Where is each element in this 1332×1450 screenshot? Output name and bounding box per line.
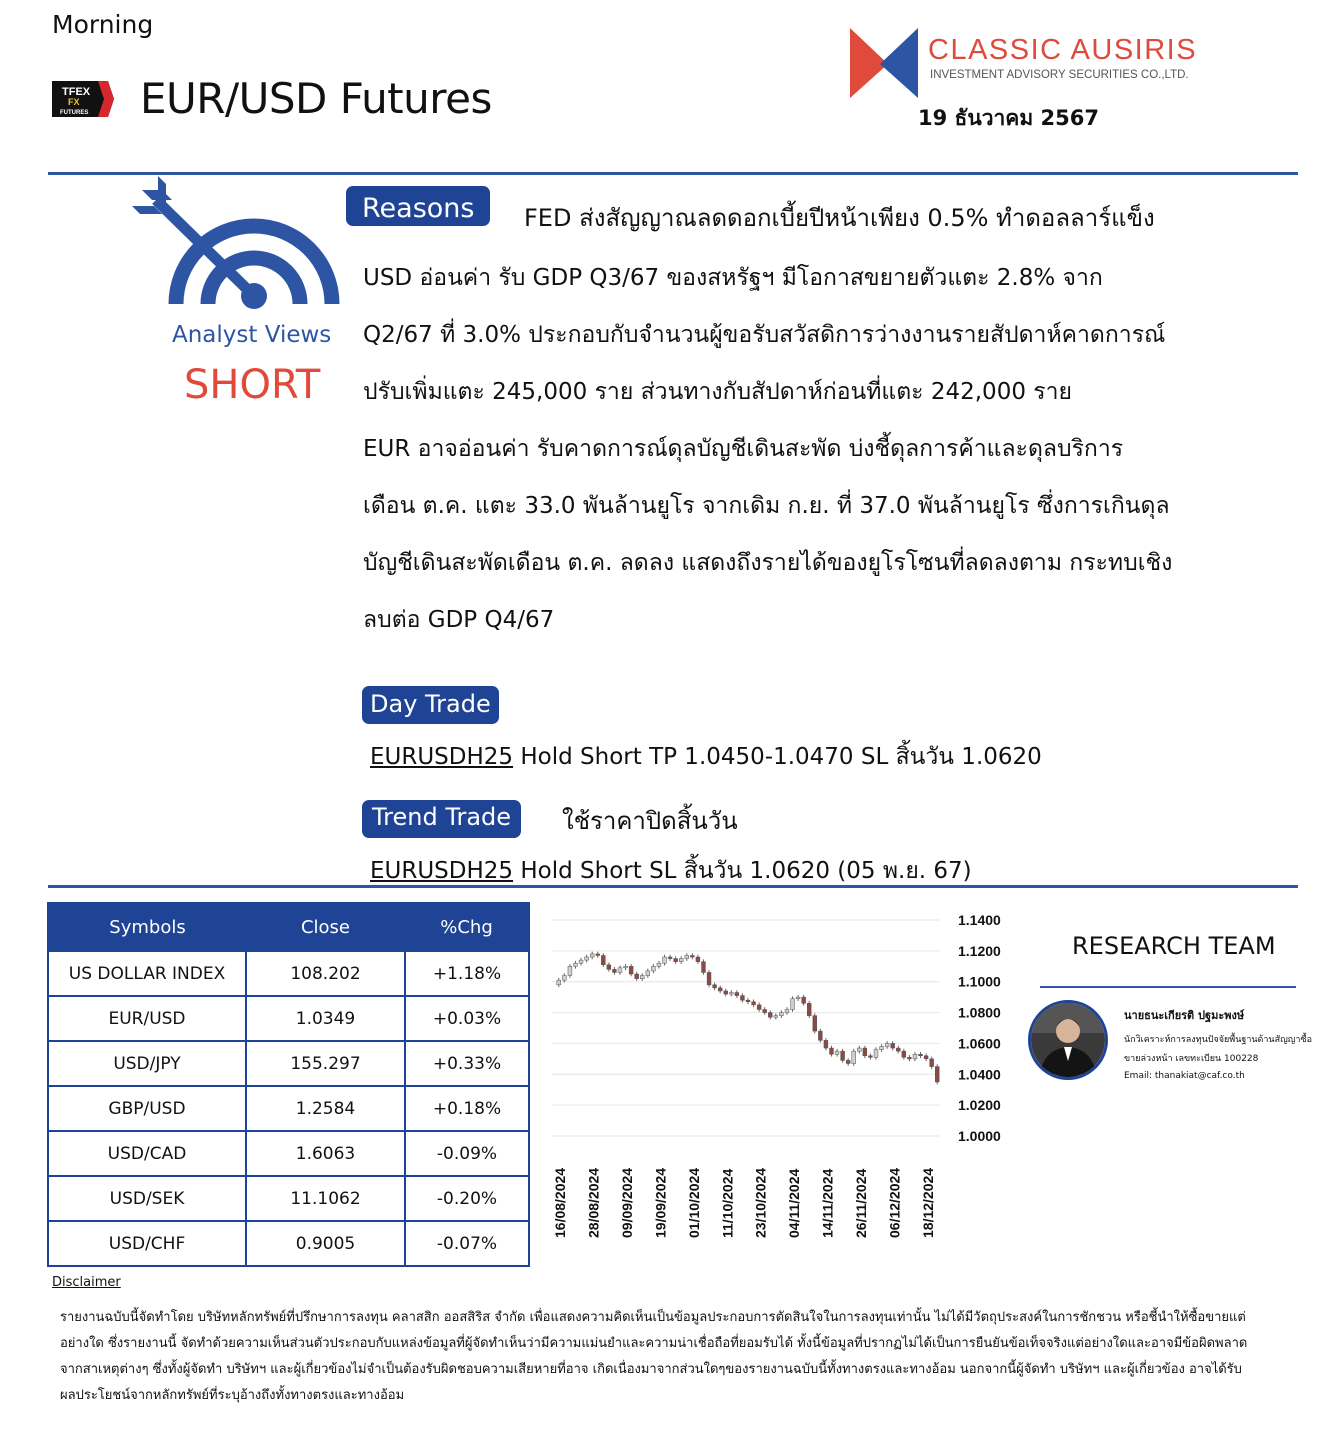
y-tick-label: 1.0400 xyxy=(958,1066,1001,1083)
x-tick-label: 19/09/2024 xyxy=(652,1167,669,1238)
table-row xyxy=(48,996,529,1041)
candle xyxy=(824,1040,828,1048)
candle xyxy=(685,955,689,958)
candle xyxy=(935,1067,939,1082)
reasons-line: เดือน ต.ค. แตะ 33.0 พันล้านยูโร จากเดิม ก.ย. ที่ 37.0 พันล้านยูโร ซึ่งการเกินดุล xyxy=(363,493,1170,519)
candle xyxy=(896,1048,900,1051)
symbol-cell: USD/SEK xyxy=(48,1176,246,1221)
symbol-cell: USD/CAD xyxy=(48,1131,246,1176)
x-tick-label: 11/10/2024 xyxy=(719,1168,736,1238)
disclaimer-body xyxy=(60,1305,1275,1409)
candle xyxy=(830,1048,834,1054)
change-cell: +0.18% xyxy=(405,1086,529,1131)
svg-text:TFEX: TFEX xyxy=(62,86,91,98)
candle xyxy=(574,963,578,966)
candle xyxy=(891,1043,895,1048)
x-tick-label: 26/11/2024 xyxy=(853,1168,870,1238)
candle xyxy=(579,960,583,963)
y-tick-label: 1.0600 xyxy=(958,1035,1001,1052)
reasons-badge: Reasons xyxy=(346,186,490,226)
close-cell: 1.2584 xyxy=(246,1086,405,1131)
section-divider xyxy=(48,172,1298,175)
reasons-body xyxy=(363,250,1293,649)
close-cell: 11.1062 xyxy=(246,1176,405,1221)
report-date: 19 ธันวาคม 2567 xyxy=(918,106,1099,130)
candle xyxy=(629,966,633,974)
candle xyxy=(735,993,739,996)
trend-trade-recommendation xyxy=(370,853,972,889)
candle xyxy=(913,1054,917,1059)
candle xyxy=(740,996,744,1001)
x-tick-label: 04/11/2024 xyxy=(786,1168,803,1238)
target-arrow-icon xyxy=(128,176,340,318)
candle xyxy=(863,1048,867,1056)
x-tick-label: 14/11/2024 xyxy=(819,1168,836,1238)
candle xyxy=(791,999,795,1010)
y-tick-label: 1.1200 xyxy=(958,942,1001,959)
candle xyxy=(607,965,611,970)
symbol-cell: USD/CHF xyxy=(48,1221,246,1266)
candle xyxy=(885,1043,889,1046)
reasons-headline: FED ส่งสัญญาณลดดอกเบี้ยปีหน้าเพียง 0.5% ทำดอลลาร์แข็ง xyxy=(524,204,1155,232)
candle xyxy=(907,1057,911,1059)
candle xyxy=(713,985,717,988)
candle xyxy=(702,962,706,973)
analyst-view-signal: SHORT xyxy=(184,362,321,408)
change-cell: +1.18% xyxy=(405,951,529,996)
disclaimer-line: จากสาเหตุต่างๆ ซึ่งทั้งผู้จัดทำ บริษัทฯ และผู้เกี่ยวข้องไม่จำเป็นต้องรับผิดชอบความเสียหายที่อาจ เกิดเนื่องมาจากส่วนใดๆของรายงานฉบับนี้ทั้งทางตรงและทางอ้อม นอกจากนี้ผู้จัดทำ บริษัทฯ และผู้เกี่ยวข้อง อาจได้รับ xyxy=(60,1362,1242,1377)
candle xyxy=(846,1060,850,1063)
reasons-line: USD อ่อนค่า รับ GDP Q3/67 ของสหรัฐฯ มีโอกาสขยายตัวแตะ 2.8% จาก xyxy=(363,265,1103,291)
disclaimer-title: Disclaimer xyxy=(52,1275,121,1290)
y-tick-label: 1.0800 xyxy=(958,1004,1001,1021)
candle xyxy=(768,1013,772,1018)
candle xyxy=(651,966,655,971)
day-trade-detail: Hold Short TP 1.0450-1.0470 SL สิ้นวัน 1.0620 xyxy=(513,744,1042,770)
symbol-cell: US DOLLAR INDEX xyxy=(48,951,246,996)
x-tick-label: 23/10/2024 xyxy=(752,1167,769,1238)
candle xyxy=(696,957,700,962)
candle xyxy=(818,1031,822,1040)
candle xyxy=(802,997,806,1003)
candle xyxy=(674,959,678,962)
edition-label: Morning xyxy=(52,10,154,39)
analyst-avatar xyxy=(1028,1000,1108,1080)
change-cell: +0.03% xyxy=(405,996,529,1041)
change-cell: -0.09% xyxy=(405,1131,529,1176)
table-row xyxy=(48,1041,529,1086)
column-header: Close xyxy=(246,903,405,951)
candle xyxy=(746,1000,750,1002)
table-row xyxy=(48,951,529,996)
section-divider xyxy=(48,885,1298,888)
candle xyxy=(585,957,589,960)
reasons-line: บัญชีเดินสะพัดเดือน ต.ค. ลดลง แสดงถึงรายได้ของยูโรโซนที่ลดลงตาม กระทบเชิง xyxy=(363,550,1173,576)
company-logo xyxy=(848,24,920,98)
x-tick-label: 18/12/2024 xyxy=(920,1167,936,1238)
y-tick-label: 1.0200 xyxy=(958,1097,1001,1114)
table-row xyxy=(48,1221,529,1266)
table-row xyxy=(48,1176,529,1221)
candle xyxy=(601,955,605,964)
day-trade-recommendation xyxy=(370,739,1042,775)
candle xyxy=(752,1002,756,1005)
company-name: CLASSIC AUSIRIS xyxy=(928,34,1198,66)
close-cell: 1.6063 xyxy=(246,1131,405,1176)
symbol-cell: EUR/USD xyxy=(48,996,246,1041)
candle xyxy=(880,1047,884,1050)
candle xyxy=(646,971,650,976)
candle xyxy=(596,954,600,956)
svg-text:FX: FX xyxy=(68,97,80,107)
candle xyxy=(724,991,728,994)
candle xyxy=(557,980,561,985)
candle xyxy=(612,969,616,972)
trend-trade-note: ใช้ราคาปิดสิ้นวัน xyxy=(562,807,738,835)
candle xyxy=(690,955,694,957)
candle xyxy=(568,966,572,975)
y-tick-label: 1.1400 xyxy=(958,912,1001,928)
candle xyxy=(919,1054,923,1056)
candle xyxy=(757,1005,761,1010)
candle xyxy=(718,988,722,991)
research-team-title: RESEARCH TEAM xyxy=(1072,932,1276,960)
candle xyxy=(624,966,628,968)
analyst-role: นักวิเคราะห์การลงทุนปัจจัยพื้นฐานด้านสัญญาซื้อ xyxy=(1124,1035,1312,1045)
candle xyxy=(779,1013,783,1016)
candle xyxy=(785,1009,789,1012)
symbol-cell: USD/JPY xyxy=(48,1041,246,1086)
candle xyxy=(874,1050,878,1058)
candle xyxy=(657,963,661,966)
candle xyxy=(807,1003,811,1015)
candle xyxy=(852,1051,856,1063)
day-trade-symbol: EURUSDH25 xyxy=(370,744,514,770)
analyst-license: ขายล่วงหน้า เลขทะเบียน 100228 xyxy=(1124,1054,1259,1064)
candle xyxy=(813,1016,817,1031)
disclaimer-line: ผลประโยชน์จากหลักทรัพย์ที่ระบุอ้างถึงทั้งทางตรงและทางอ้อม xyxy=(60,1388,405,1403)
close-cell: 108.202 xyxy=(246,951,405,996)
candle xyxy=(663,957,667,963)
symbol-cell: GBP/USD xyxy=(48,1086,246,1131)
close-cell: 155.297 xyxy=(246,1041,405,1086)
candle xyxy=(679,959,683,962)
x-tick-label: 28/08/2024 xyxy=(585,1167,602,1238)
candle xyxy=(707,972,711,984)
y-tick-label: 1.0000 xyxy=(958,1128,1001,1144)
candle xyxy=(902,1051,906,1057)
candle xyxy=(857,1048,861,1051)
analyst-email: Email: thanakiat@caf.co.th xyxy=(1124,1071,1245,1081)
candle xyxy=(562,976,566,981)
analyst-views-label: Analyst Views xyxy=(172,322,332,348)
candle xyxy=(590,954,594,957)
column-header: %Chg xyxy=(405,903,529,951)
candle xyxy=(729,993,733,995)
market-table xyxy=(47,902,530,1267)
trend-trade-badge: Trend Trade xyxy=(362,800,521,838)
candle xyxy=(774,1016,778,1018)
trend-trade-detail: Hold Short SL สิ้นวัน 1.0620 (05 พ.ย. 67) xyxy=(513,858,972,884)
change-cell: -0.20% xyxy=(405,1176,529,1221)
change-cell: +0.33% xyxy=(405,1041,529,1086)
table-header-row xyxy=(48,903,529,951)
x-tick-label: 06/12/2024 xyxy=(886,1167,903,1238)
reasons-line: Q2/67 ที่ 3.0% ประกอบกับจำนวนผู้ขอรับสวัสดิการว่างงานรายสัปดาห์คาดการณ์ xyxy=(363,322,1166,348)
candle xyxy=(841,1051,845,1060)
research-divider xyxy=(1040,986,1296,988)
column-header: Symbols xyxy=(48,903,246,951)
reasons-line: EUR อาจอ่อนค่า รับคาดการณ์ดุลบัญชีเดินสะพัด บ่งชี้ดุลการค้าและดุลบริการ xyxy=(363,436,1124,462)
candle xyxy=(640,976,644,979)
company-subtitle: INVESTMENT ADVISORY SECURITIES CO.,LTD. xyxy=(930,69,1189,81)
x-tick-label: 01/10/2024 xyxy=(685,1167,702,1238)
reasons-line: ลบต่อ GDP Q4/67 xyxy=(363,607,555,633)
close-cell: 0.9005 xyxy=(246,1221,405,1266)
tfex-logo xyxy=(48,77,116,121)
svg-text:FUTURES: FUTURES xyxy=(60,110,89,116)
candle xyxy=(796,997,800,999)
trend-trade-symbol: EURUSDH25 xyxy=(370,858,514,884)
page-title: EUR/USD Futures xyxy=(140,74,492,123)
candle xyxy=(668,957,672,959)
candle xyxy=(618,968,622,973)
price-chart xyxy=(540,900,1020,1250)
candle xyxy=(924,1056,928,1059)
table-row xyxy=(48,1086,529,1131)
table-row xyxy=(48,1131,529,1176)
reasons-line: ปรับเพิ่มแตะ 245,000 ราย ส่วนทางกับสัปดาห์ก่อนที่แตะ 242,000 ราย xyxy=(363,379,1073,405)
change-cell: -0.07% xyxy=(405,1221,529,1266)
disclaimer-line: อย่างใด ซึ่งรายงานนี้ จัดทำด้วยความเห็นส่วนตัวประกอบกับแหล่งข้อมูลที่ผู้จัดทำเห็นว่ามีความแม่นยำและความน่าเชื่อถือที่ยอมรับได้ ทั้งนี้ข้อมูลที่ปรากฏไม่ได้เป็นการยืนยันข้อเท็จจริงแต่อย่างใดและอาจมีข้อผิดพลาด xyxy=(60,1336,1248,1351)
x-tick-label: 09/09/2024 xyxy=(618,1167,635,1238)
candle xyxy=(930,1059,934,1067)
disclaimer-line: รายงานฉบับนี้จัดทำโดย บริษัทหลักทรัพย์ที่ปรึกษาการลงทุน คลาสสิก ออสสิริส จำกัด เพื่อแสดงความคิดเห็นเป็นข้อมูลประกอบการตัดสินใจในการลงทุนเท่านั้น ไม่ได้มีวัตถุประสงค์ในการชักชวน หรือชี้นำให้ซื้อขายแต่ xyxy=(60,1310,1246,1325)
y-tick-label: 1.1000 xyxy=(958,973,1001,990)
analyst-name: นายธนะเกียรติ ปฐมะพงษ์ xyxy=(1124,1009,1245,1022)
close-cell: 1.0349 xyxy=(246,996,405,1041)
candle xyxy=(868,1056,872,1058)
candle xyxy=(635,974,639,979)
candle xyxy=(835,1051,839,1054)
day-trade-badge: Day Trade xyxy=(362,686,499,724)
candle xyxy=(763,1009,767,1012)
x-tick-label: 16/08/2024 xyxy=(552,1167,568,1238)
